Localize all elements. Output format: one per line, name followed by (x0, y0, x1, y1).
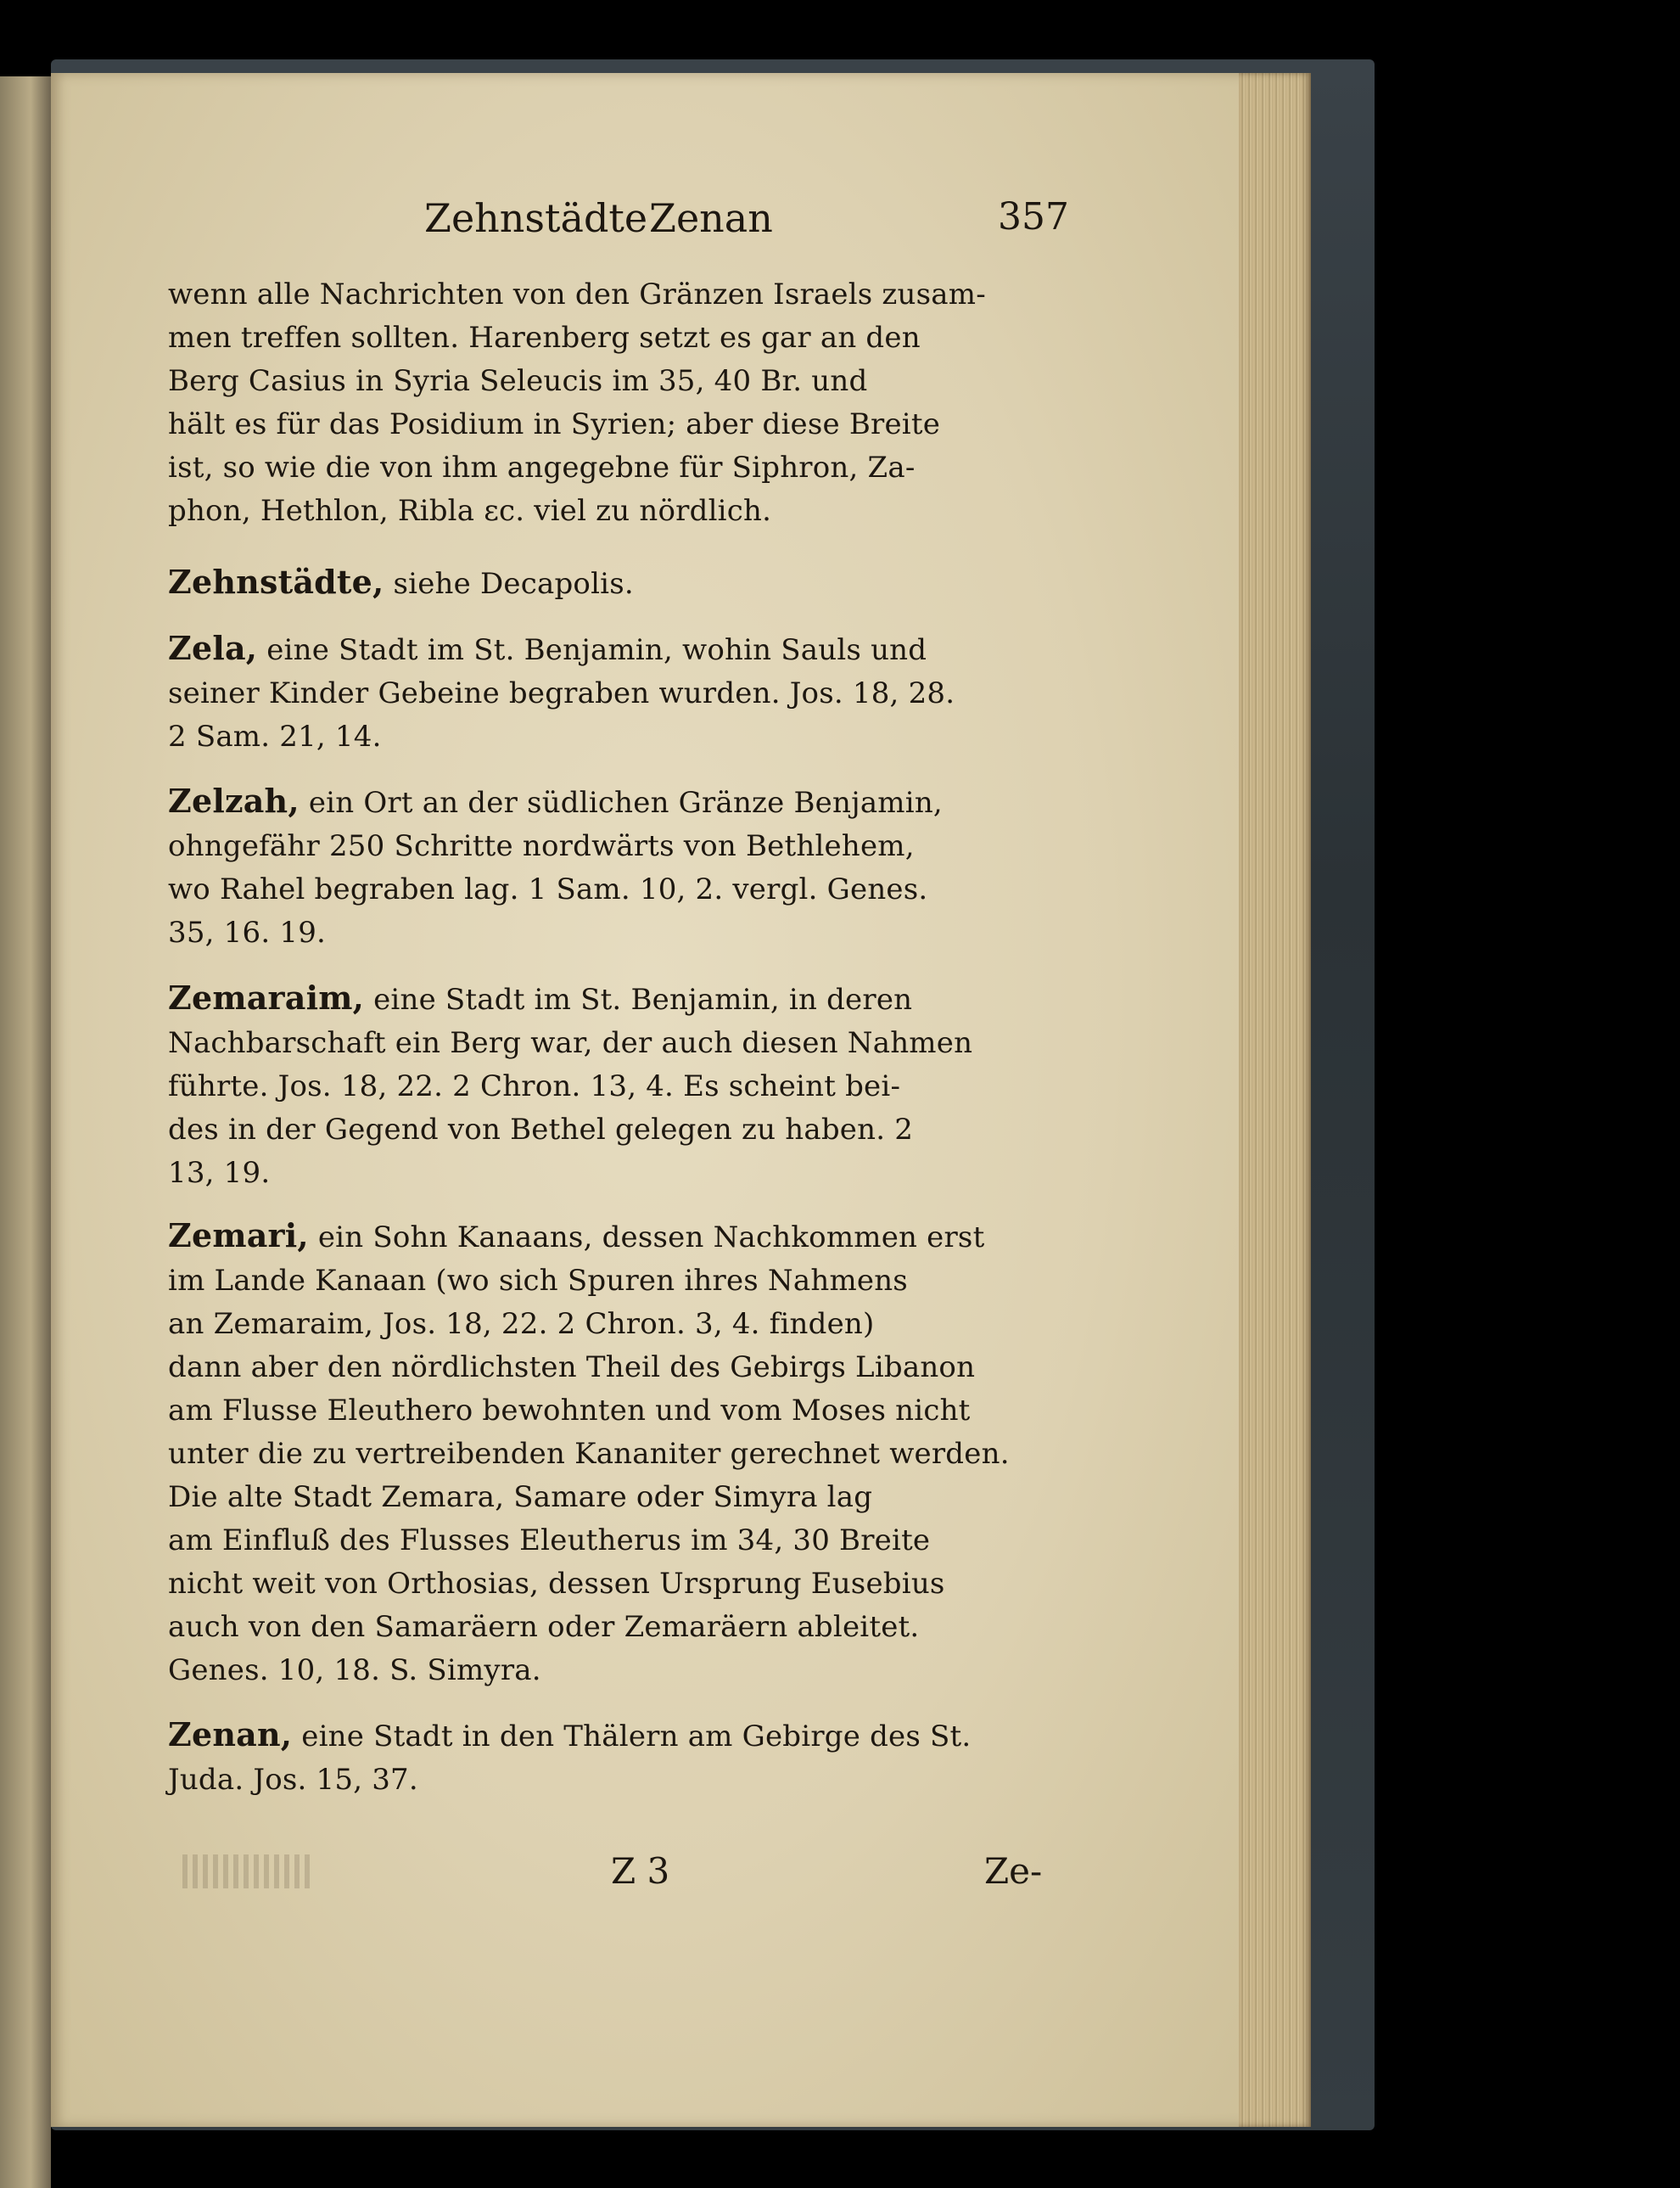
line: 13, 19. (168, 1156, 271, 1190)
headword: Zelzah, (168, 782, 300, 820)
line: ein Sohn Kanaans, dessen Nachkommen erst (317, 1220, 985, 1254)
catchword: Ze- (984, 1850, 1043, 1892)
line: führte. Jos. 18, 22. 2 Chron. 13, 4. Es scheint bei- (168, 1069, 901, 1103)
line: Die alte Stadt Zemara, Samare oder Simyra lag (168, 1480, 873, 1514)
line: ohngefähr 250 Schritte nordwärts von Bethlehem, (168, 829, 915, 863)
page-edges (1239, 73, 1311, 2127)
running-head-middle: Zenan (649, 195, 773, 241)
line: 35, 16. 19. (168, 916, 327, 950)
line: Berg Casius in Syria Seleucis im 35, 40 Br. und (168, 364, 868, 398)
line: unter die zu vertreibenden Kananiter gerechnet werden. (168, 1437, 1010, 1471)
line: men treffen sollten. Harenberg setzt es gar an den (168, 321, 921, 355)
line: eine Stadt im St. Benjamin, wohin Sauls und (266, 633, 927, 667)
headword: Zenan, (168, 1715, 293, 1753)
entry-zehnstaedte (168, 560, 1046, 606)
line: Juda. Jos. 15, 37. (168, 1763, 418, 1797)
line: wo Rahel begraben lag. 1 Sam. 10, 2. vergl. Genes. (168, 872, 928, 906)
running-head (424, 195, 1069, 255)
faded-stamp (182, 1854, 310, 1888)
entry-zemari (168, 1214, 1046, 1692)
line: eine Stadt im St. Benjamin, in deren (373, 983, 913, 1017)
line: des in der Gegend von Bethel gelegen zu haben. 2 (168, 1113, 914, 1147)
line: 2 Sam. 21, 14. (168, 720, 382, 754)
line: dann aber den nördlichsten Theil des Gebirgs Libanon (168, 1350, 976, 1384)
facing-page-edge (0, 76, 51, 2188)
signature-mark: Z 3 (611, 1850, 670, 1892)
running-head-left: Zehnstädte (424, 195, 648, 241)
line: hält es für das Posidium in Syrien; aber diese Breite (168, 407, 941, 441)
line: an Zemaraim, Jos. 18, 22. 2 Chron. 3, 4. finden) (168, 1307, 875, 1341)
line: im Lande Kanaan (wo sich Spuren ihres Nahmens (168, 1264, 908, 1298)
headword: Zehnstädte, (168, 563, 384, 601)
line: ist, so wie die von ihm angegebne für Siphron, Za- (168, 451, 916, 485)
entry-zela (168, 626, 1046, 759)
entry-zenan (168, 1713, 1046, 1802)
line: auch von den Samaräern oder Zemaräern ableitet. (168, 1610, 920, 1644)
line: am Einfluß des Flusses Eleutherus im 34, 30 Breite (168, 1523, 931, 1557)
line: wenn alle Nachrichten von den Gränzen Israels zusam- (168, 278, 986, 311)
entry-zemaraim (168, 976, 1046, 1195)
line: Nachbarschaft ein Berg war, der auch diesen Nahmen (168, 1026, 973, 1060)
line: seiner Kinder Gebeine begraben wurden. Jos. 18, 28. (168, 676, 955, 710)
page-number: 357 (998, 195, 1069, 238)
line: nicht weit von Orthosias, dessen Ursprung Eusebius (168, 1567, 945, 1601)
headword: Zela, (168, 629, 258, 667)
headword: Zemaraim, (168, 979, 365, 1017)
line: phon, Hethlon, Ribla ɛc. viel zu nördlich. (168, 494, 772, 528)
line: ein Ort an der südlichen Gränze Benjamin, (308, 786, 943, 820)
headword: Zemari, (168, 1216, 309, 1254)
entry-continuation (168, 273, 1046, 533)
line: eine Stadt in den Thälern am Gebirge des St. (301, 1720, 972, 1753)
line: am Flusse Eleuthero bewohnten und vom Moses nicht (168, 1394, 971, 1428)
entry-zelzah (168, 779, 1046, 955)
line: Genes. 10, 18. S. Simyra. (168, 1653, 541, 1687)
line: siehe Decapolis. (393, 567, 634, 601)
